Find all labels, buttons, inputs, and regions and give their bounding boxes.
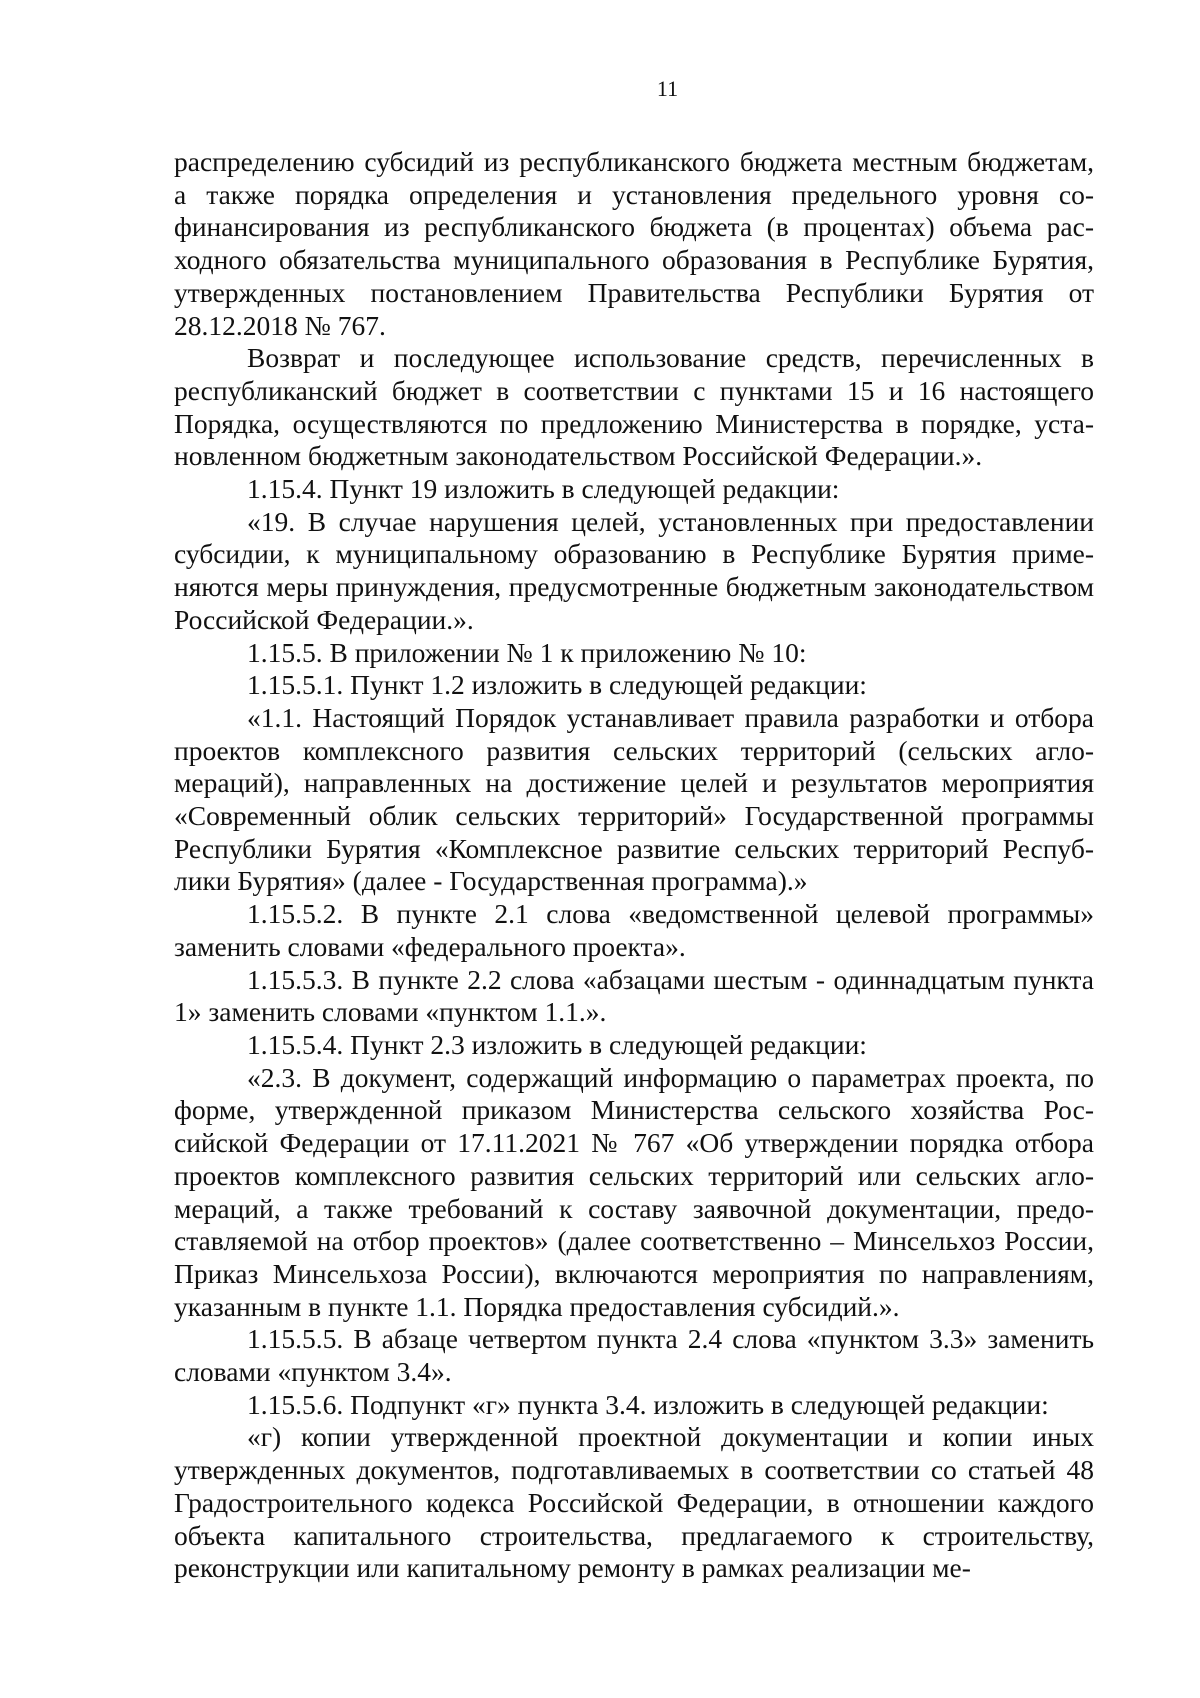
paragraph-1-15-5-4: 1.15.5.4. Пункт 2.3 изложить в следующей редакции: bbox=[247, 1028, 867, 1060]
paragraph-1-15-5-3: 1.15.5.3. В пункте 2.2 слова «абзацами шестым - одиннадцатым пункта 1» заменить словами «пунктом 1.1.». bbox=[174, 963, 1094, 1028]
paragraph-subpoint-g: «г) копии утвержденной проектной документации и копии иных утвержденных документов, подготавливаемых в соответствии со статьей 48 Градостроительного кодекса Российской Федерации, в отношении каждого объекта капитального строительства, предлагаемого к строительству, реконструкции или капитальному ремонту в рамках реализации ме- bbox=[174, 1421, 1094, 1584]
paragraph-1-15-5-5: 1.15.5.5. В абзаце четвертом пункта 2.4 слова «пунктом 3.3» заменить словами «пунктом 3.4». bbox=[174, 1323, 1094, 1388]
paragraph-1-15-5-6: 1.15.5.6. Подпункт «г» пункта 3.4. изложить в следующей редакции: bbox=[247, 1388, 1049, 1420]
paragraph-1-15-5-2: 1.15.5.2. В пункте 2.1 слова «ведомственной целевой программы» заменить словами «федерального проекта». bbox=[174, 898, 1094, 962]
page-number: 11 bbox=[656, 76, 679, 101]
document-body bbox=[174, 146, 1094, 1585]
paragraph-point-2-3: «2.3. В документ, содержащий информацию о параметрах проекта, по форме, утвержденной приказом Министерства сельского хозяйства Российской Федерации от 17.11.2021 № 767 «Об утверждении порядка отбора проектов комплексного развития сельских территорий или сельских агломераций, а также требований к составу заявочной документации, предоставляемой на отбор проектов» (далее соответственно – Минсельхоз России, Приказ Минсельхоза России), включаются мероприятия по направлениям, указанным в пункте 1.1. Порядка предоставления субсидий.». bbox=[174, 1061, 1094, 1322]
paragraph-refund-funds: Возврат и последующее использование средств, перечисленных в республиканский бюджет в соответствии с пунктами 15 и 16 настоящего Порядка, осуществляются по предложению Министерства в порядке, установленном бюджетным законодательством Российской Федерации.». bbox=[174, 342, 1094, 472]
paragraph-point-19: «19. В случае нарушения целей, установленных при предоставлении субсидии, к муниципальному образованию в Республике Бурятия применяются меры принуждения, предусмотренные бюджетным законодательством Российской Федерации.». bbox=[174, 505, 1094, 635]
paragraph-1-15-5: 1.15.5. В приложении № 1 к приложению № 10: bbox=[247, 636, 807, 668]
paragraph-1-15-5-1: 1.15.5.1. Пункт 1.2 изложить в следующей редакции: bbox=[247, 669, 867, 701]
paragraph-continuation: распределению субсидий из республиканского бюджета местным бюджетам, а также порядка определения и установления предельного уровня софинансирования из республиканского бюджета (в процентах) объема расходного обязательства муниципального образования в Республике Бурятия, утвержденных постановлением Правительства Республики Бурятия от 28.12.2018 № 767. bbox=[174, 146, 1094, 341]
paragraph-point-1-1: «1.1. Настоящий Порядок устанавливает правила разработки и отбора проектов комплексного развития сельских территорий (сельских агломераций), направленных на достижение целей и результатов мероприятия «Современный облик сельских территорий» Государственной программы Республики Бурятия «Комплексное развитие сельских территорий Республики Бурятия» (далее - Государственная программа).» bbox=[174, 701, 1094, 897]
paragraph-1-15-4: 1.15.4. Пункт 19 изложить в следующей редакции: bbox=[247, 473, 840, 505]
